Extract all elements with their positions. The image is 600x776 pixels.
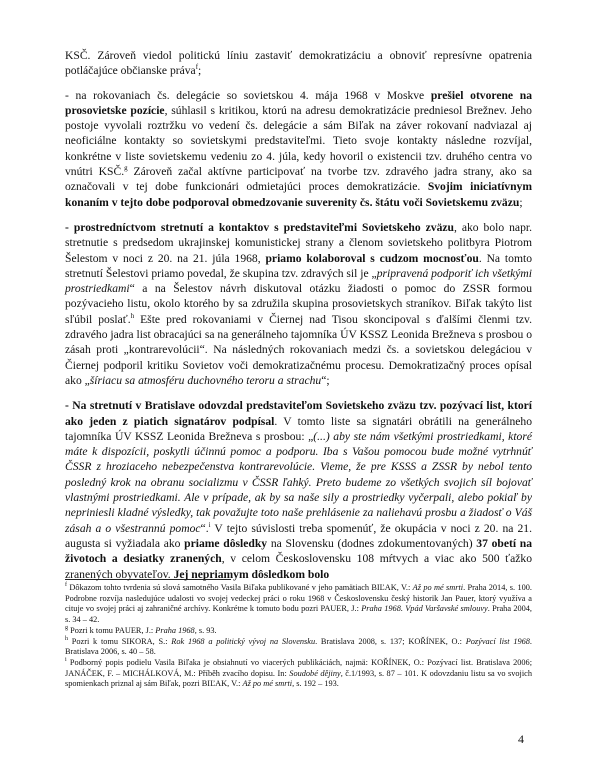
text-run: , s. 192 – 193.	[292, 679, 339, 689]
bold-run: - prostredníctvom stretnutí a kontaktov s predstaviteľmi Sovietskeho zväzu	[65, 220, 454, 234]
text-run: “;	[321, 373, 330, 387]
footnote-mark: i	[65, 657, 67, 664]
text-run: , v celom Československu 108 mŕtvych a viac ako 500 ťažko zranených obyvateľov.	[65, 552, 532, 581]
bold-run: Jej nepriamym dôsledkom bolo	[173, 567, 330, 581]
italic-run: šíriacu sa atmosféru duchovného teroru a strachu	[89, 373, 322, 387]
text-run: . V tomto liste sa signatári obrátili na generálneho tajomníka ÚV KSSZ Leonida Brežneva s prosbou: „	[65, 414, 532, 443]
italic-run: pripravená podporiť ich všetkými prostriedkami	[65, 266, 532, 296]
bold-run: 37 obetí na životoch a desiatky zranených	[65, 536, 533, 566]
italic-run: Rok 1968 a politický vývoj na Slovensku	[171, 636, 316, 646]
text-run: Dôkazom tohto tvrdenia sú slová samotného Vasila Biľaka publikované v jeho pamätiach BIĽAK, V.:	[67, 583, 413, 592]
text-run: . Praha 2014, s. 100. Podrobne rozvíja nasledujúce udalosti vo svojej vedeckej práci o roku 1968 v Československu český historik Jan Pauer, ktorý využíva a cituje vo svojej práci aj zahraničné archívy. Konkrétne k tomuto bodu pozri PAUER, J.:	[65, 583, 532, 614]
italic-run: Praha 1968. Vpád Varšavské smlouvy	[361, 604, 488, 614]
paragraph-1	[65, 48, 532, 79]
text-run: . Na tomto stretnutí Šelestovi priamo povedal, že skupina tzv. zdravých sil je „	[65, 251, 532, 280]
text-run: , súhlasil s kritikou, ktorú na adresu demokratizácie predniesol Brežnev. Jeho postoje vyvolali roztržku vo vedení čs. delegácie a sám Biľak na záver rokovaní nadviazal aj neoficiálne kontakty so sovietskymi predstaviteľmi. Tieto svoje kontakty následne rozvíjal, konkrétne v liste sovietskemu vedeniu zo 4. júla, kedy hovoril o existencii tzv. druhého centra vo vnútri KSČ.	[65, 103, 532, 179]
footnote-ref: g	[124, 164, 128, 173]
text-run: , č.1/1993, s. 87 – 101. K odovzdaniu listu sa vo svojich spomienkach priznal aj sám Biľak, pozri BIĽAK, V.:	[65, 668, 532, 689]
bold-run: Svojim iniciatívnym konaním v tejto dobe podporoval obmedzovanie suverenity čs. štátu voči Sovietskemu zväzu	[65, 180, 532, 209]
text-run: Pozri k tomu PAUER, J.:	[68, 625, 156, 635]
text-run: “.	[200, 521, 209, 535]
text-run: na Slovensku (dodnes zdokumentovaných)	[267, 536, 477, 550]
main-text	[65, 48, 532, 592]
text-run: ;	[519, 195, 523, 209]
text-run: . Bratislava 2006, s. 40 – 58.	[65, 636, 532, 657]
bold-run: prešiel otvorene na prosovietske pozície	[65, 88, 532, 117]
italic-run: Soudobé dějiny	[289, 668, 341, 678]
text-run: - na rokovaniach čs. delegácie so sovietskou 4. mája 1968 v Moskve	[65, 88, 431, 102]
paragraph-2	[65, 88, 532, 210]
text-run: ;	[198, 64, 202, 78]
footnote-ref: h	[130, 311, 135, 320]
paragraph-3	[65, 220, 532, 388]
text-run: . Bratislava 2008, s. 137; KOŘÍNEK, O.:	[315, 636, 466, 646]
footnote-ref: i	[208, 520, 211, 529]
text-run: Podborný popis podielu Vasila Biľaka je obsiahnutí vo viacerých publikáciách, najmä: KOŘÍNEK, O.: Pozývací list. Bratislava 2006; JANÁČEK, F. – MICHÁLKOVÁ, M.: Příběh zvacího dopisu. In:	[65, 657, 532, 678]
bold-run: priamo kolaboroval s cudzom mocnosťou	[265, 251, 479, 265]
italic-run: (...) aby ste nám všetkými prostriedkami, ktoré máte k dispozícii, poskytli účinnú pomoc a podporu. Iba s Vašou pomocou bude možné vytrhnúť ČSSR z hroziaceho nebezpečenstva kontrarevolúcie. Vieme, že pre KSSS a ZSSR by nebol tento posledný krok na obranu socializmu v ČSSR ľahký. Preto budeme zo všetkých svojich síl bojovať vlastnými prostriedkami. Ale v prípade, ak by sa naše sily a prostriedky vyčerpali, alebo pokiaľ by nepriniesli kladné výsledky, tak považujte toto naše prehlásenie za naliehavú prosbu a žiadosť o Váš zásah a o všestrannú pomoc	[65, 429, 532, 535]
bold-run: - Na stretnutí v Bratislave odovzdal predstaviteľom Sovietskeho zväzu tzv. pozývací list, ktorí ako jeden z piatich signatárov podpísal	[65, 399, 532, 428]
footnote-f	[65, 583, 532, 626]
bold-run: priame dôsledky	[184, 536, 268, 550]
text-run: Pozri k tomu SIKORA, S.:	[68, 636, 172, 646]
text-run: Zároveň začal aktívne participovať na tvorbe tzv. zdravého jadra strany, ako sa označovali v tej dobe funkcionári odmietajúci proces demokratizácie.	[65, 165, 532, 194]
paragraph-4	[65, 398, 532, 582]
page-number: 4	[518, 732, 524, 746]
footnote-g	[65, 626, 532, 637]
text-run: “ a na Šelestov návrh diskutoval otázku žiadosti o pomoc do ZSSR formou pozývacieho listu, okolo ktorého by sa združila skupina prosovietskych straníkov. Biľak takýto list sľúbil poslať.	[65, 282, 532, 326]
footnote-mark: g	[65, 625, 68, 632]
text-run: , ako bolo napr. stretnutie s predsedom ukrajinskej komunistickej strany a členom sovietskeho politbyra Piotrom Šelestom v noci z 20. na 21. júla 1968,	[65, 220, 532, 265]
footnote-mark: f	[65, 582, 67, 589]
italic-run: Až po mé smrti	[412, 583, 464, 592]
text-run: KSČ. Zároveň viedol politickú líniu zastaviť demokratizáciu a obnoviť represívne opatrenia potláčajúce občianske práva	[65, 49, 532, 78]
italic-run: Až po mé smrti	[242, 679, 293, 689]
text-run: , s. 93.	[194, 625, 217, 635]
footnotes	[65, 583, 532, 690]
text-run: Ešte pred rokovaniami v Čiernej nad Tisou skoncipoval s ďalšími členmi tzv. zdravého jadra list obracajúci sa na generálneho tajomníka ÚV KSSZ Leonida Brežneva s prosbou o zásah proti „kontrarevolúcii“. Na následných rokovaniach medzi čs. a sovietskou delegáciou v Čiernej podporil kritiku Sovietov voči demokratizačnému procesu. Demokratizačný proces opísal ako „	[65, 312, 533, 387]
italic-run: Pozývací list 1968	[465, 636, 530, 646]
text-run: . Praha 2004, s. 34 – 42.	[65, 604, 532, 625]
italic-run: Praha 1968	[155, 625, 195, 635]
footnote-separator	[65, 579, 231, 580]
text-run: V tejto súvislosti treba spomenúť, že okupácia v noci z 20. na 21. augusta si vyžiadala ako	[65, 521, 533, 550]
footnote-h	[65, 637, 532, 658]
footnote-ref: f	[195, 63, 199, 72]
footnote-mark: h	[65, 635, 68, 642]
footnote-i	[65, 658, 532, 690]
